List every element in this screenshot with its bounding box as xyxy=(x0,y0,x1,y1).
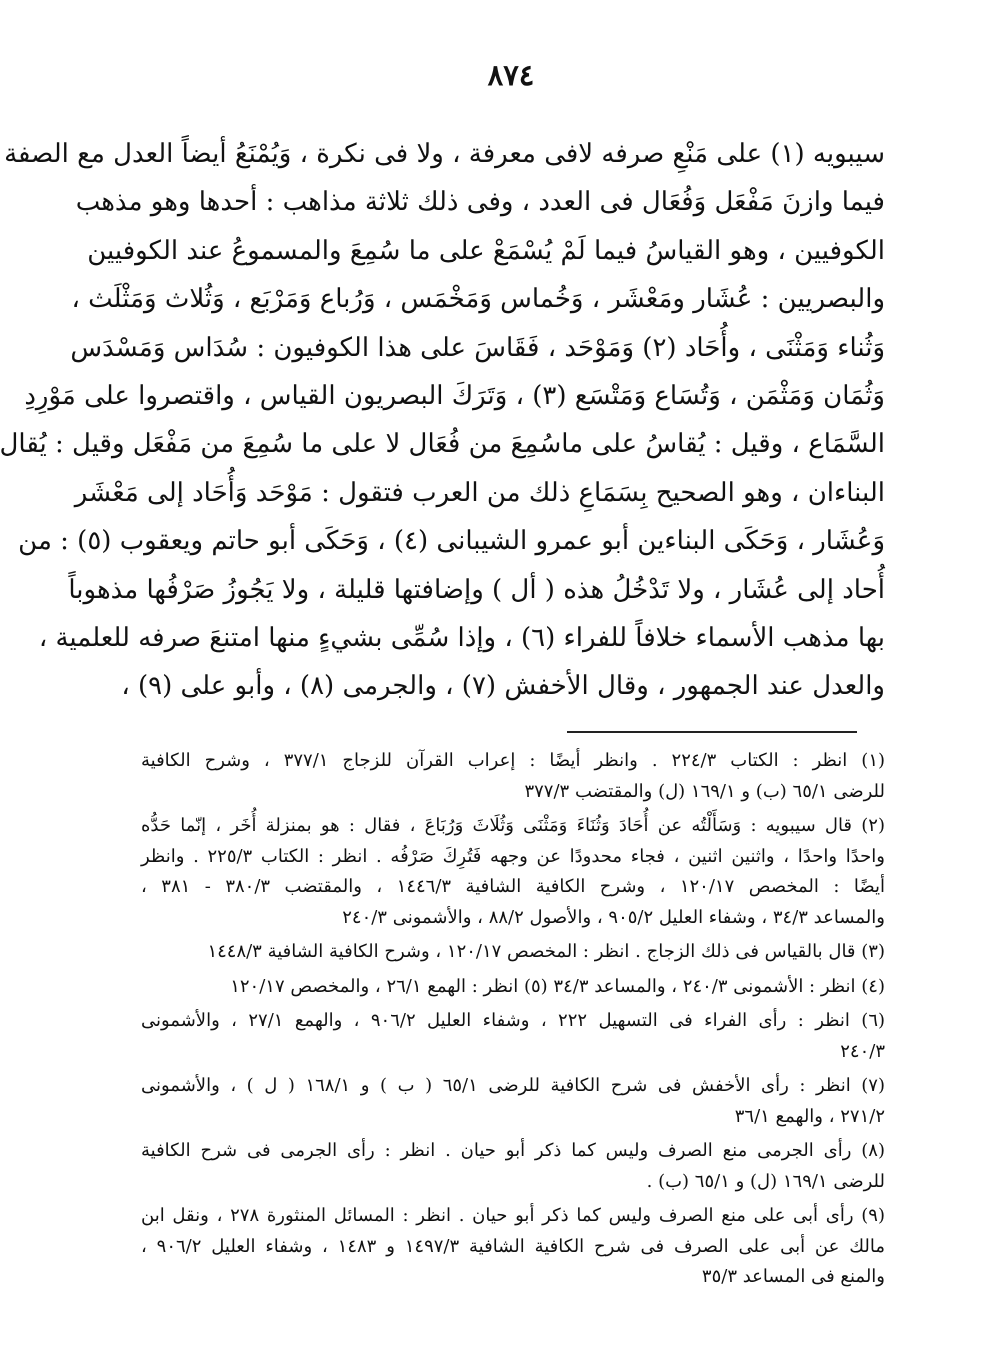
main-text-line: والعدل عند الجمهور ، وقال الأخفش (٧) ، والجرمى (٨) ، وأبو على (٩) ، xyxy=(121,671,885,702)
main-text-line: وَثُمَان وَمَثْمَن ، وَتُسَاع وَمَتْسَع (٣) ، وَتَرَكَ البصريون القياس ، واقتصروا على مَوْرِدِ xyxy=(24,380,885,411)
footnote xyxy=(141,1006,885,1067)
footnote xyxy=(141,937,885,968)
footnotes xyxy=(141,746,885,1297)
page-number: ٨٧٤ xyxy=(487,58,535,92)
main-text-line: فيما وازنَ مَفْعَل وَفُعَال فى العدد ، وفى ذلك ثلاثة مذاهب : أحدها وهو مذهب xyxy=(75,187,885,218)
footnote-line: أيضًا : المخصص ١٢٠/١٧ ، وشرح الكافية الشافية ١٤٤٦/٣ ، والمقتضب ٣٨٠/٣ - ٣٨١ ، xyxy=(141,876,885,897)
footnote-line: للرضى ٦٥/١ (ب) و ١٦٩/١ (ل) والمقتضب ٣٧٧/٣ xyxy=(524,780,885,802)
main-text-line: بها مذهب الأسماء خلافاً للفراء (٦) ، وإذا سُمِّى بشيءٍ منها امتنعَ صرفه للعلمية ، xyxy=(38,622,885,653)
footnote-line: (٩) رأى أبى على منع الصرف وليس كما ذكر أبو حيان . انظر : المسائل المنثورة ٢٧٨ ، ونقل ابن xyxy=(141,1205,885,1226)
footnote-line: (٦) انظر : رأى الفراء فى التسهيل ٢٢٢ ، وشفاء العليل ٩٠٦/٢ ، والهمع ٢٧/١ ، والأشمونى xyxy=(141,1010,886,1031)
footnote-line: للرضى ١٦٩/١ (ل) و ٦٥/١ (ب) . xyxy=(646,1170,885,1192)
footnote-line: (٣) قال بالقياس فى ذلك الزجاج . انظر : المخصص ١٢٠/١٧ ، وشرح الكافية الشافية ١٤٤٨/٣ xyxy=(207,941,885,962)
footnote-separator xyxy=(567,731,857,733)
main-text-line: السَّمَاع ، وقيل : يُقاسُ على ماسُمِعَ من فُعَال لا على ما سُمِعَ من مَفْعَل وقيل : يُقال xyxy=(0,429,885,460)
footnote-line: ٢٤٠/٣ xyxy=(840,1040,885,1062)
footnote xyxy=(141,1071,885,1132)
footnote xyxy=(141,746,885,807)
main-text-line: البناءان ، وهو الصحيح بِسَمَاعِ ذلك من العرب فتقول : مَوْحَد وَأُحَاد إلى مَعْشَر xyxy=(74,477,885,508)
main-text-line: وَعُشَار ، وَحَكَى البناءين أبو عمرو الشيبانى (٤) ، وَحَكَى أبو حاتم ويعقوب (٥) : من xyxy=(18,526,885,557)
footnote-line: (٢) قال سيبويه : وَسَأَلْتُه عن أُحَادَ وَثُنَاءَ وَمَثْنَى وَثُلَاثَ وَرُبَاعَ ، فقال : هو بمنزلة أُخَر ، إنّما حَدُّه xyxy=(141,815,885,836)
main-text-line: أُحاد إلى عُشَار ، ولا تَدْخُلُ هذه ( أل ) وإضافتها قليلة ، ولا يَجُوزُ صَرْفُها مذهوباً xyxy=(68,574,885,605)
main-text-line: وَثُناء وَمَثْنَى ، وأُحَاد (٢) وَمَوْحَد ، فَقَاسَ على هذا الكوفيون : سُدَاس وَمَسْدَس xyxy=(70,332,885,363)
main-text xyxy=(0,130,885,711)
main-text-line: والبصريين : عُشَار ومَعْشَر ، وَخُماس وَمَخْمَس ، وَرُباع وَمَرْبَع ، وَثُلاث وَمَثْلَث ، xyxy=(71,284,885,315)
footnote xyxy=(141,811,885,933)
footnote-line: والمنع فى المساعد ٣٥/٣ xyxy=(701,1266,885,1287)
footnote xyxy=(141,1136,885,1197)
main-text-line: الكوفيين ، وهو القياسُ فيما لَمْ يُسْمَعْ على ما سُمِعَ والمسموعُ عند الكوفيين xyxy=(87,235,885,266)
footnote-line: (٨) رأى الجرمى منع الصرف وليس كما ذكر أبو حيان . انظر : رأى الجرمى فى شرح الكافية xyxy=(141,1140,885,1161)
footnote-line: (٧) انظر : رأى الأخفش فى شرح الكافية للرضى ٦٥/١ ( ب ) و ١٦٨/١ ( ل ) ، والأشمونى xyxy=(141,1075,885,1096)
footnote-line: والمساعد ٣٤/٣ ، وشفاء العليل ٩٠٥/٢ ، والأصول ٨٨/٢ ، والأشمونى ٢٤٠/٣ xyxy=(342,906,885,928)
footnote-line: (٤) انظر : الأشمونى ٢٤٠/٣ ، والمساعد ٣٤/٣ (٥) انظر : الهمع ٢٦/١ ، والمخصص ١٢٠/١٧ xyxy=(230,975,885,997)
footnote-line: واحدًا واحدًا ، واثنين اثنين ، فجاء محدودًا عن وجهه فَتُرِكَ صَرْفُه . انظر : الكتاب ٢٢٥/٣ . وانظر xyxy=(141,845,885,867)
main-text-line: سيبويه (١) على مَنْعِ صرفه لافى معرفة ، ولا فى نكرة ، وَيُمْنَعُ أيضاً العدل مع الصفة xyxy=(4,139,885,169)
footnote xyxy=(141,1201,885,1293)
footnote-line: ٢٧١/٢ ، والهمع ٣٦/١ xyxy=(734,1105,885,1127)
footnote xyxy=(141,972,885,1003)
footnote-line: مالك عن أبى على الصرف فى شرح الكافية الشافية ١٤٩٧/٣ و ١٤٨٣ ، وشفاء العليل ٩٠٦/٢ ، xyxy=(141,1235,886,1257)
footnote-line: (١) انظر : الكتاب ٢٢٤/٣ . وانظر أيضًا : إعراب القرآن للزجاج ٣٧٧/١ ، وشرح الكافية xyxy=(141,750,886,771)
